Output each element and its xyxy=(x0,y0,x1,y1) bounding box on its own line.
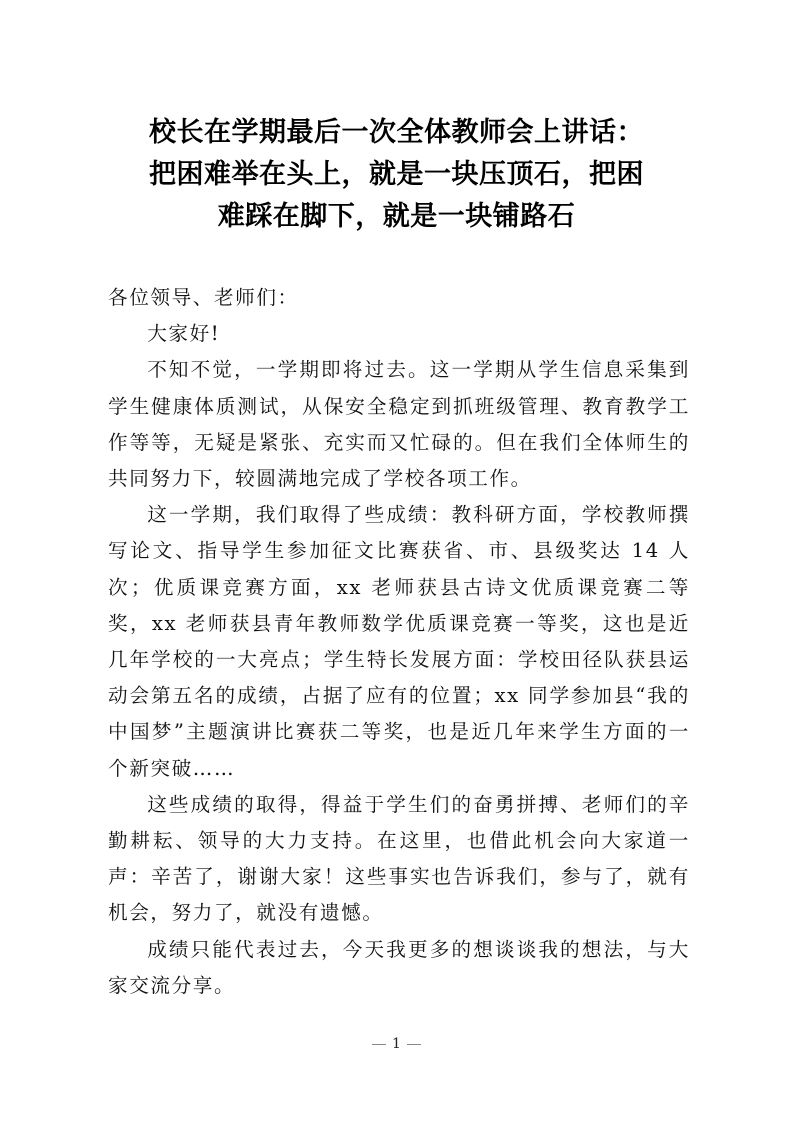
paragraph-greeting: 大家好! xyxy=(147,322,221,346)
title-line-2: 把困难举在头上，就是一块压顶石，把困 xyxy=(149,159,644,190)
dash-right xyxy=(407,1044,421,1045)
title-line-1: 校长在学期最后一次全体教师会上讲话： xyxy=(149,117,644,148)
page-footer xyxy=(0,1036,793,1052)
document-title xyxy=(100,112,693,238)
page-number: 1 xyxy=(392,1036,401,1052)
salutation: 各位领导、老师们： xyxy=(108,286,299,309)
paragraph-4: 成绩只能代表过去，今天我更多的想谈谈我的想法，与大家交流分享。 xyxy=(108,937,690,997)
dash-left xyxy=(372,1044,386,1045)
title-line-3: 难踩在脚下，就是一块铺路石 xyxy=(217,201,576,232)
paragraph-3: 这些成绩的取得，得益于学生们的奋勇拼搏、老师们的辛勤耕耘、领导的大力支持。在这里，也借此机会向大家道一声：辛苦了，谢谢大家！这些事实也告诉我们，参与了，就有机会，努力了，就没有遗憾。 xyxy=(108,792,690,925)
paragraph-2: 这一学期，我们取得了些成绩：教科研方面，学校教师撰写论文、指导学生参加征文比赛获省、市、县级奖达 14 人次；优质课竞赛方面，xx 老师获县古诗文优质课竞赛二等奖，xx 老师获县青年教师数学优质课竞赛一等奖，这也是近几年学校的一大亮点；学生特长发展方面：学校田径队获县运动会第五名的成绩，占据了应有的位置；xx 同学参加县“我的中国梦”主题演讲比赛获二等奖，也是近几年来学生方面的一个新突破…… xyxy=(108,503,690,780)
document-body xyxy=(108,280,690,1004)
paragraph-1: 不知不觉，一学期即将过去。这一学期从学生信息采集到学生健康体质测试，从保安全稳定到抓班级管理、教育教学工作等等，无疑是紧张、充实而又忙碌的。但在我们全体师生的共同努力下，较圆满地完成了学校各项工作。 xyxy=(108,358,690,491)
